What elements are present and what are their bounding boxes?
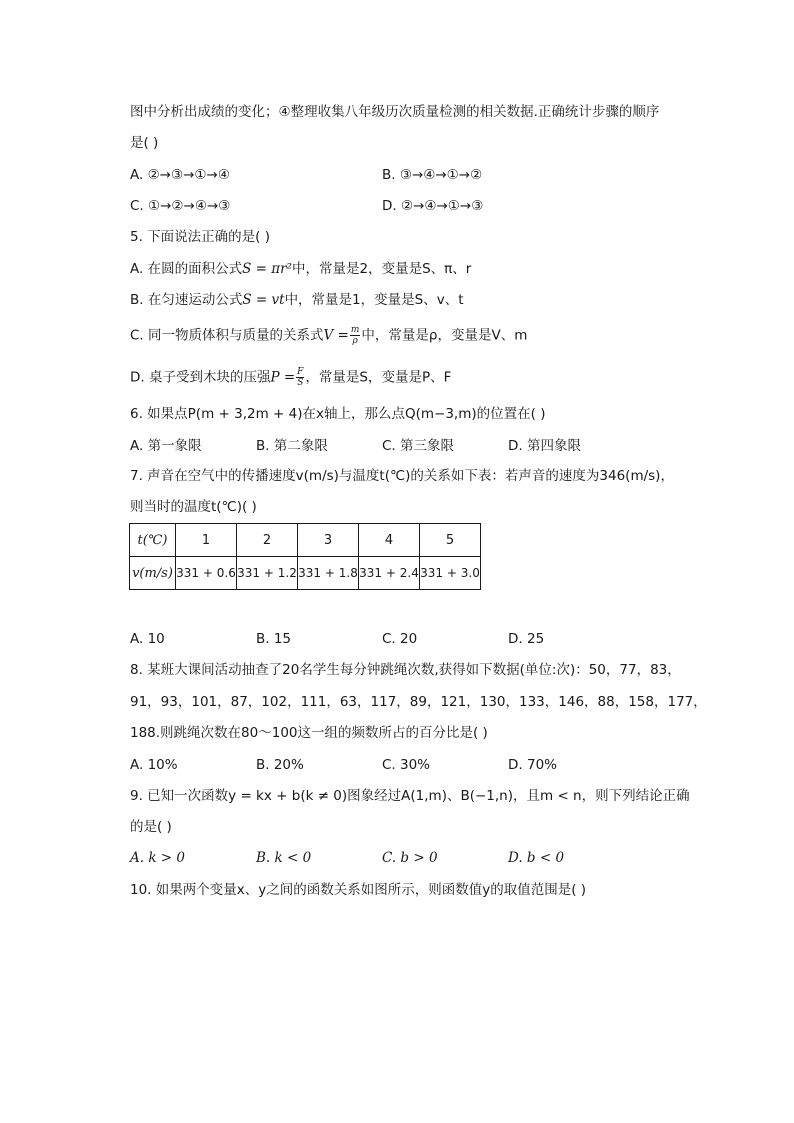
q5-a-suffix: 中，常量是2，变量是S、π、r: [291, 261, 472, 277]
q5-c-suffix: 中，常量是ρ，变量是V、m: [361, 327, 528, 344]
q8-option-a: A. 10%: [130, 757, 178, 773]
question-8-stem-line3: 188.则跳绳次数在80～100这一组的频数所占的百分比是( ): [130, 725, 488, 741]
q6-option-c: C. 第三象限: [382, 438, 455, 454]
q7-option-b: B. 15: [256, 631, 292, 647]
table-cell: 331 + 1.2: [237, 557, 298, 590]
q8-option-c: C. 30%: [382, 757, 431, 773]
question-7-stem-line1: 7. 声音在空气中的传播速度v(m/s)与温度t(℃)的关系如下表：若声音的速度为346(m/s)，: [130, 468, 674, 484]
question-8-stem-line2: 91，93，101，87，102，111，63，117，89，121，130，133，146，88，158，177，: [130, 694, 707, 710]
question-10-stem: 10. 如果两个变量x、y之间的函数关系如图所示，则函数值y的取值范围是( ): [130, 882, 587, 898]
q5-d-fraction: [296, 367, 304, 388]
q5-d-lhs: P =: [270, 369, 296, 386]
table-cell: 331 + 1.8: [298, 557, 359, 590]
question-7-stem-line2: 则当时的温度t(℃)( ): [130, 499, 257, 515]
question-5-stem: 5. 下面说法正确的是( ): [130, 229, 270, 245]
table-row: [130, 524, 481, 557]
question-9-stem-line1: 9. 已知一次函数y = kx + b(k ≠ 0)图象经过A(1,m)、B(−1,n)，且m < n，则下列结论正确: [130, 788, 690, 804]
q5-d-numerator: F: [297, 367, 304, 377]
q5-c-numerator: m: [350, 325, 360, 335]
q5-d-suffix: ，常量是S，变量是P、F: [305, 369, 452, 386]
q5-option-c: [130, 325, 527, 346]
q9-option-d: D. b < 0: [508, 850, 565, 866]
q4-option-d: D. ②→④→①→③: [382, 198, 484, 214]
q6-option-b: B. 第二象限: [256, 438, 328, 454]
q9-option-c: C. b > 0: [382, 850, 438, 866]
table-cell: 331 + 3.0: [420, 557, 481, 590]
q5-c-lhs: V =: [323, 327, 349, 344]
q5-option-d: [130, 367, 451, 388]
q4-option-a: A. ②→③→①→④: [130, 167, 230, 183]
q5-b-formula: S = vt: [242, 292, 285, 308]
q5-c-fraction: [350, 325, 361, 346]
q6-option-d: D. 第四象限: [508, 438, 581, 454]
table-cell: 331 + 2.4: [359, 557, 420, 590]
question-8-stem-line1: 8. 某班大课间活动抽查了20名学生每分钟跳绳次数,获得如下数据(单位:次)：50，77，83，: [130, 662, 681, 678]
q6-option-a: A. 第一象限: [130, 438, 202, 454]
table-cell: 331 + 0.6: [176, 557, 237, 590]
q5-d-denominator: S: [297, 378, 304, 388]
q7-option-a: A. 10: [130, 631, 165, 647]
q9-option-b: B. k < 0: [256, 850, 312, 866]
q7-data-table: [129, 523, 481, 590]
q5-c-prefix: C. 同一物质体积与质量的关系式: [130, 327, 324, 344]
table-cell: 1: [176, 524, 237, 557]
table-row: [130, 557, 481, 590]
table-cell: 4: [359, 524, 420, 557]
table-header-cell: v(m/s): [130, 557, 176, 590]
q5-b-prefix: B. 在匀速运动公式: [130, 292, 243, 308]
q5-a-formula: S = πr²: [242, 261, 292, 277]
q5-d-prefix: D. 桌子受到木块的压强: [130, 369, 271, 386]
q9-option-a: A. k > 0: [130, 850, 185, 866]
q7-option-d: D. 25: [508, 631, 545, 647]
question-4-stem-end: 是( ): [130, 135, 159, 151]
q8-option-d: D. 70%: [508, 757, 557, 773]
table-cell: 5: [420, 524, 481, 557]
q5-b-suffix: 中，常量是1，变量是S、v、t: [284, 292, 464, 308]
question-4-stem-line: 图中分析出成绩的变化；④整理收集八年级历次质量检测的相关数据.正确统计步骤的顺序: [130, 104, 660, 120]
q7-option-c: C. 20: [382, 631, 418, 647]
q8-option-b: B. 20%: [256, 757, 304, 773]
table-cell: 2: [237, 524, 298, 557]
table-header-cell: t(℃): [130, 524, 176, 557]
q5-c-denominator: ρ: [352, 336, 358, 346]
table-cell: 3: [298, 524, 359, 557]
q5-option-a: [130, 259, 471, 279]
q4-option-c: C. ①→②→④→③: [130, 198, 231, 214]
q5-option-b: [130, 290, 464, 310]
q4-option-b: B. ③→④→①→②: [382, 167, 483, 183]
question-9-stem-line2: 的是( ): [130, 819, 172, 835]
question-6-stem: 6. 如果点P(m + 3,2m + 4)在x轴上，那么点Q(m−3,m)的位置在( ): [130, 406, 546, 422]
q5-a-prefix: A. 在圆的面积公式: [130, 261, 243, 277]
